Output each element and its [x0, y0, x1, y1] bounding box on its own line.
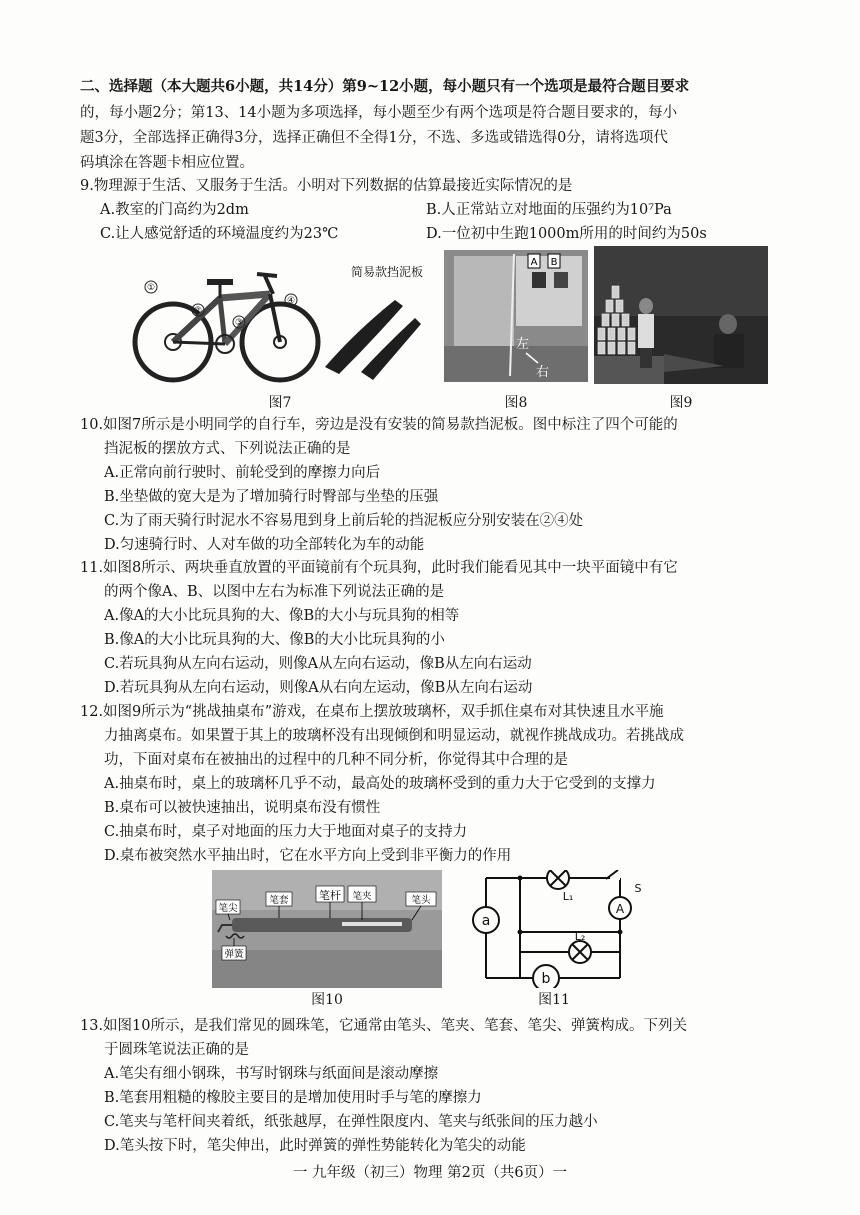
q9-option-b: B.人正常站立对地面的压强约为10⁷Pa: [426, 202, 672, 218]
fig7-mark-4: ④: [286, 296, 296, 306]
q11-option-c: C.若玩具狗从左向右运动，则像A从左向右运动，像B从左向右运动: [104, 656, 532, 672]
section-instructions-line-3: 题3分，全部选择正确得3分，选择正确但不全得1分，不选、多选或错选得0分，请将选项代: [80, 130, 668, 146]
q11-stem-line-2: 的两个像A、B、以图中左右为标准下列说法正确的是: [104, 584, 445, 600]
fig10-label-tip: 笔尖: [218, 903, 238, 914]
fig8-label-a: A: [530, 257, 538, 268]
figure-9-caption: 图9: [669, 395, 693, 411]
figure-9-tablecloth: [594, 246, 768, 384]
fig10-label-clip: 笔夹: [352, 891, 372, 902]
q13-option-a: A.笔尖有细小钢珠，书写时钢珠与纸面间是滚动摩擦: [104, 1066, 439, 1082]
q12-option-d: D.桌布被突然水平抽出时，它在水平方向上受到非平衡力的作用: [104, 848, 512, 864]
q9-option-a: A.教室的门高约为2dm: [100, 202, 249, 218]
page-footer: 一 九年级（初三）物理 第2页（共6页）一: [292, 1165, 568, 1181]
q11-stem-line-1: 11.如图8所示、两块垂直放置的平面镜前有个玩具狗，此时我们能看见其中一块平面镜中有它: [80, 560, 678, 576]
figure-7-bicycle: [125, 262, 425, 388]
q11-option-a: A.像A的大小比玩具狗的大、像B的大小与玩具狗的相等: [104, 608, 460, 624]
fig11-label-ammeter: A: [615, 902, 625, 916]
q9-option-c: C.让人感觉舒适的环境温度约为23℃: [100, 226, 339, 242]
fig7-mudguard-label: 简易款挡泥板: [350, 265, 424, 279]
fig11-label-b: b: [541, 971, 551, 987]
q13-option-d: D.笔头按下时，笔尖伸出，此时弹簧的弹性势能转化为笔尖的动能: [104, 1138, 526, 1154]
section-instructions-line-1: 二、选择题（本大题共6小题，共14分）第9~12小题，每小题只有一个选项是最符合题目要求: [80, 78, 690, 95]
q12-stem-line-2: 力抽离桌布。如果置于其上的玻璃杯没有出现倾倒和明显运动，就视作挑战成功。若挑战成: [104, 728, 684, 744]
figure-10-pen: [212, 870, 442, 988]
q13-stem-line-1: 13.如图10所示，是我们常见的圆珠笔，它通常由笔头、笔夹、笔套、笔尖、弹簧构成。下列关: [80, 1018, 688, 1034]
q11-option-d: D.若玩具狗从左向右运动，则像A从右向左运动，像B从左向右运动: [104, 680, 533, 696]
q11-option-b: B.像A的大小比玩具狗的大、像B的大小比玩具狗的小: [104, 632, 445, 648]
figure-7-caption: 图7: [268, 395, 292, 411]
figure-11-caption: 图11: [538, 992, 570, 1008]
q10-option-d: D.匀速骑行时、人对车做的功全部转化为车的动能: [104, 537, 425, 553]
fig10-label-head: 笔头: [411, 895, 431, 906]
q13-stem-line-2: 于圆珠笔说法正确的是: [104, 1042, 249, 1058]
q12-option-b: B.桌布可以被快速抽出，说明桌布没有惯性: [104, 800, 381, 816]
figure-8-caption: 图8: [504, 395, 528, 411]
q9-stem: 9.物理源于生活、又服务于生活。小明对下列数据的估算最接近实际情况的是: [80, 178, 573, 194]
figure-10-caption: 图10: [311, 992, 343, 1008]
fig11-label-l1: L₁: [562, 890, 574, 903]
fig8-label-left: 左: [516, 337, 530, 352]
q12-option-a: A.抽桌布时，桌上的玻璃杯几乎不动，最高处的玻璃杯受到的重力大于它受到的支撑力: [104, 776, 656, 792]
q10-option-c: C.为了雨天骑行时泥水不容易甩到身上前后轮的挡泥板应分别安装在②④处: [104, 513, 584, 529]
figure-11-circuit: [460, 870, 656, 988]
q13-option-c: C.笔夹与笔杆间夹着纸，纸张越厚，在弹性限度内、笔夹与纸张间的压力越小: [104, 1114, 598, 1130]
q9-option-d: D.一位初中生跑1000m所用的时间约为50s: [426, 226, 707, 242]
fig7-mark-3: ③: [234, 318, 244, 328]
q12-stem-line-3: 功，下面对桌布在被抽出的过程中的几种不同分析，你觉得其中合理的是: [104, 752, 568, 768]
fig11-label-a: a: [481, 913, 491, 929]
q13-option-b: B.笔套用粗糙的橡胶主要目的是增加使用时手与笔的摩擦力: [104, 1090, 482, 1106]
q10-option-a: A.正常向前行驶时、前轮受到的摩擦力向后: [104, 465, 381, 481]
q10-stem-line-1: 10.如图7所示是小明同学的自行车，旁边是没有安装的简易款挡泥板。图中标注了四个可能的: [80, 417, 678, 433]
fig8-label-b: B: [550, 257, 558, 268]
q12-stem-line-1: 12.如图9所示为“挑战抽桌布”游戏，在桌布上摆放玻璃杯，双手抓住桌布对其快速且水平施: [80, 704, 664, 720]
fig7-mark-2: ②: [193, 306, 203, 316]
figure-8-mirrors: [444, 250, 588, 382]
section-instructions-line-4: 码填涂在答题卡相应位置。: [80, 155, 254, 171]
fig10-label-sleeve: 笔套: [269, 895, 289, 906]
fig11-label-l2: L₂: [574, 930, 586, 943]
fig10-label-barrel: 笔杆: [319, 889, 341, 902]
q12-option-c: C.抽桌布时，桌子对地面的压力大于地面对桌子的支持力: [104, 824, 468, 840]
q10-option-b: B.坐垫做的宽大是为了增加骑行时臀部与坐垫的压强: [104, 489, 439, 505]
section-instructions-line-2: 的，每小题2分；第13、14小题为多项选择，每小题至少有两个选项是符合题目要求的，每小: [80, 105, 678, 121]
fig11-label-switch: S: [634, 882, 642, 895]
fig10-label-spring: 弹簧: [224, 949, 244, 960]
fig8-label-right: 右: [536, 365, 550, 380]
q10-stem-line-2: 挡泥板的摆放方式、下列说法正确的是: [104, 441, 351, 457]
fig7-mark-1: ①: [146, 283, 156, 293]
